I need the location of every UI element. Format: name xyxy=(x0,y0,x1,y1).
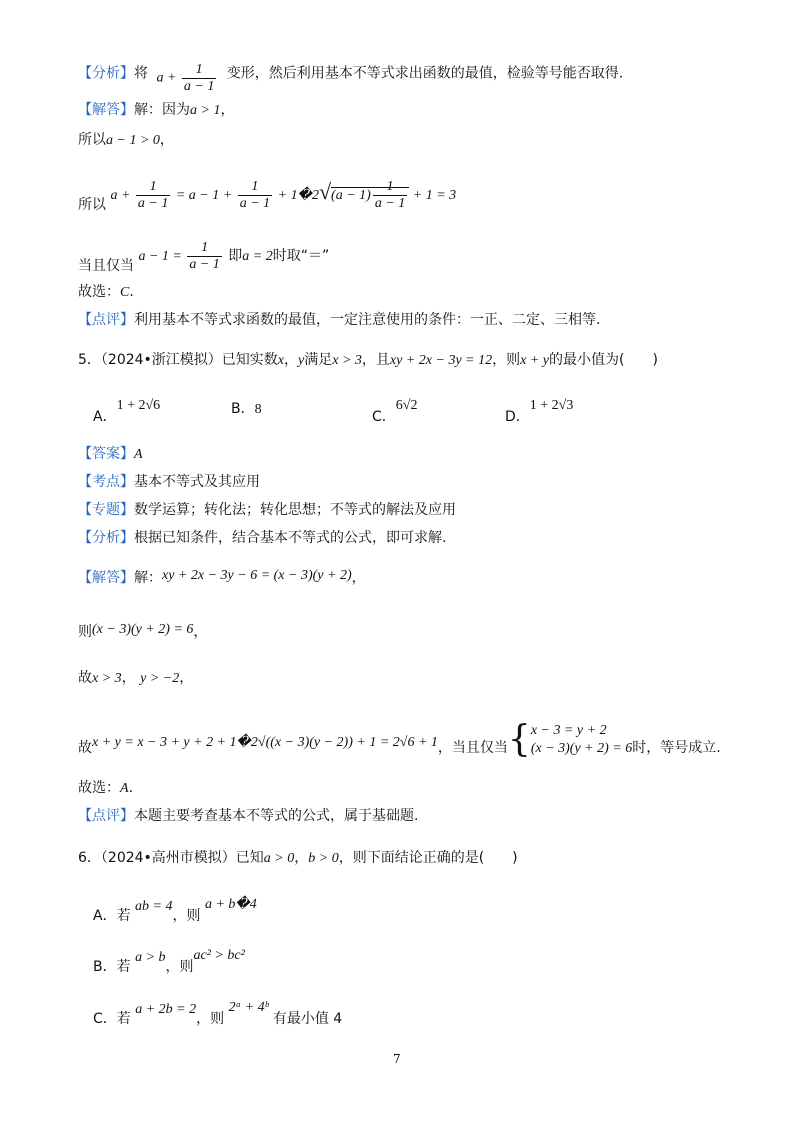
equation-system: x − 3 = y + 2 (x − 3)(y + 2) = 6 xyxy=(530,723,633,756)
q5-solution-4: 故x + y = x − 3 + y + 2 + 1�2√((x − 3)(y − 2)) + 1 = 2√6 + 1，当且仅当{ x − 3 = y + 2 (x − 3)(y + 2) = 6 时，等号成立. xyxy=(78,719,721,760)
q5-solution-3: 故x > 3， y > −2， xyxy=(78,670,194,686)
q5-analysis: 【分析】根据已知条件，结合基本不等式的公式，即可求解. xyxy=(78,530,447,546)
q5-comment: 【点评】本题主要考查基本不等式的公式，属于基础题. xyxy=(78,808,419,824)
prev-solution-line: 【解答】解：因为a > 1， xyxy=(78,102,235,118)
prev-comment-line: 【点评】利用基本不等式求函数的最值，一定注意使用的条件：一正、二定、三相等. xyxy=(78,312,601,328)
q5-solution-1: 【解答】解：xy + 2x − 3y − 6 = (x − 3)(y + 2)， xyxy=(78,568,366,586)
q5-option-b[interactable]: B．8 xyxy=(231,401,262,417)
q5-option-a[interactable]: A．1 + 2√6 xyxy=(93,398,161,425)
q5-knowledge: 【考点】基本不等式及其应用 xyxy=(78,474,260,490)
q5-answer: 【答案】A xyxy=(78,446,143,462)
prev-analysis-line: 【分析】将 a + $\frac{1}{a - 1}$ 变形，然后利用基本不等式求出函数的最值，检验等号能否取得. xyxy=(78,62,624,94)
q5-option-d[interactable]: D．1 + 2√3 xyxy=(505,398,574,425)
inequality-expr: a + $\frac{1}{a - 1}$ = a − 1 + $\frac{1}{a - 1}$ + 1�2√(a − 1) $\frac{1}{a - 1}$ + 1 = 3 xyxy=(110,179,457,212)
prev-equality-line: 当且仅当 a − 1 = $\frac{1}{a - 1}$ 即a = 2时取“＝” xyxy=(78,240,330,274)
prev-so-line: 所以a − 1 > 0， xyxy=(78,132,174,148)
q5-stem: 5．（2024•浙江模拟）已知实数x，y满足x > 3，且xy + 2x − 3y = 12，则x + y的最小值为( ) xyxy=(78,352,658,368)
q6-option-c[interactable]: C．若 a + 2b = 2，则 2ᵃ + 4ᵇ 有最小值 4 xyxy=(93,1000,343,1027)
analysis-tag: 【分析】 xyxy=(78,65,134,82)
q5-solution-2: 则(x − 3)(y + 2) = 6， xyxy=(78,622,208,640)
prev-choice-line: 故选：C. xyxy=(78,284,134,300)
q6-option-a[interactable]: A．若 ab = 4，则 a + b�4 xyxy=(93,897,257,924)
q5-option-c[interactable]: C．6√2 xyxy=(372,398,418,425)
page-number: 7 xyxy=(393,1052,401,1066)
prev-inequality-line: 所以 a + $\frac{1}{a - 1}$ = a − 1 + $\frac{1}{a - 1}$ + 1�2√(a − 1) $\frac{1}{a - 1}$ + 1 = 3 xyxy=(78,179,457,213)
q5-topic: 【专题】数学运算；转化法；转化思想；不等式的解法及应用 xyxy=(78,502,456,518)
q6-option-b[interactable]: B．若 a > b，则ac² > bc² xyxy=(93,948,245,975)
q6-stem: 6．（2024•高州市模拟）已知a > 0，b > 0，则下面结论正确的是( ) xyxy=(78,850,518,866)
q5-choice: 故选：A. xyxy=(78,780,134,796)
fraction-expr: a + $\frac{1}{a - 1}$ xyxy=(156,62,215,94)
